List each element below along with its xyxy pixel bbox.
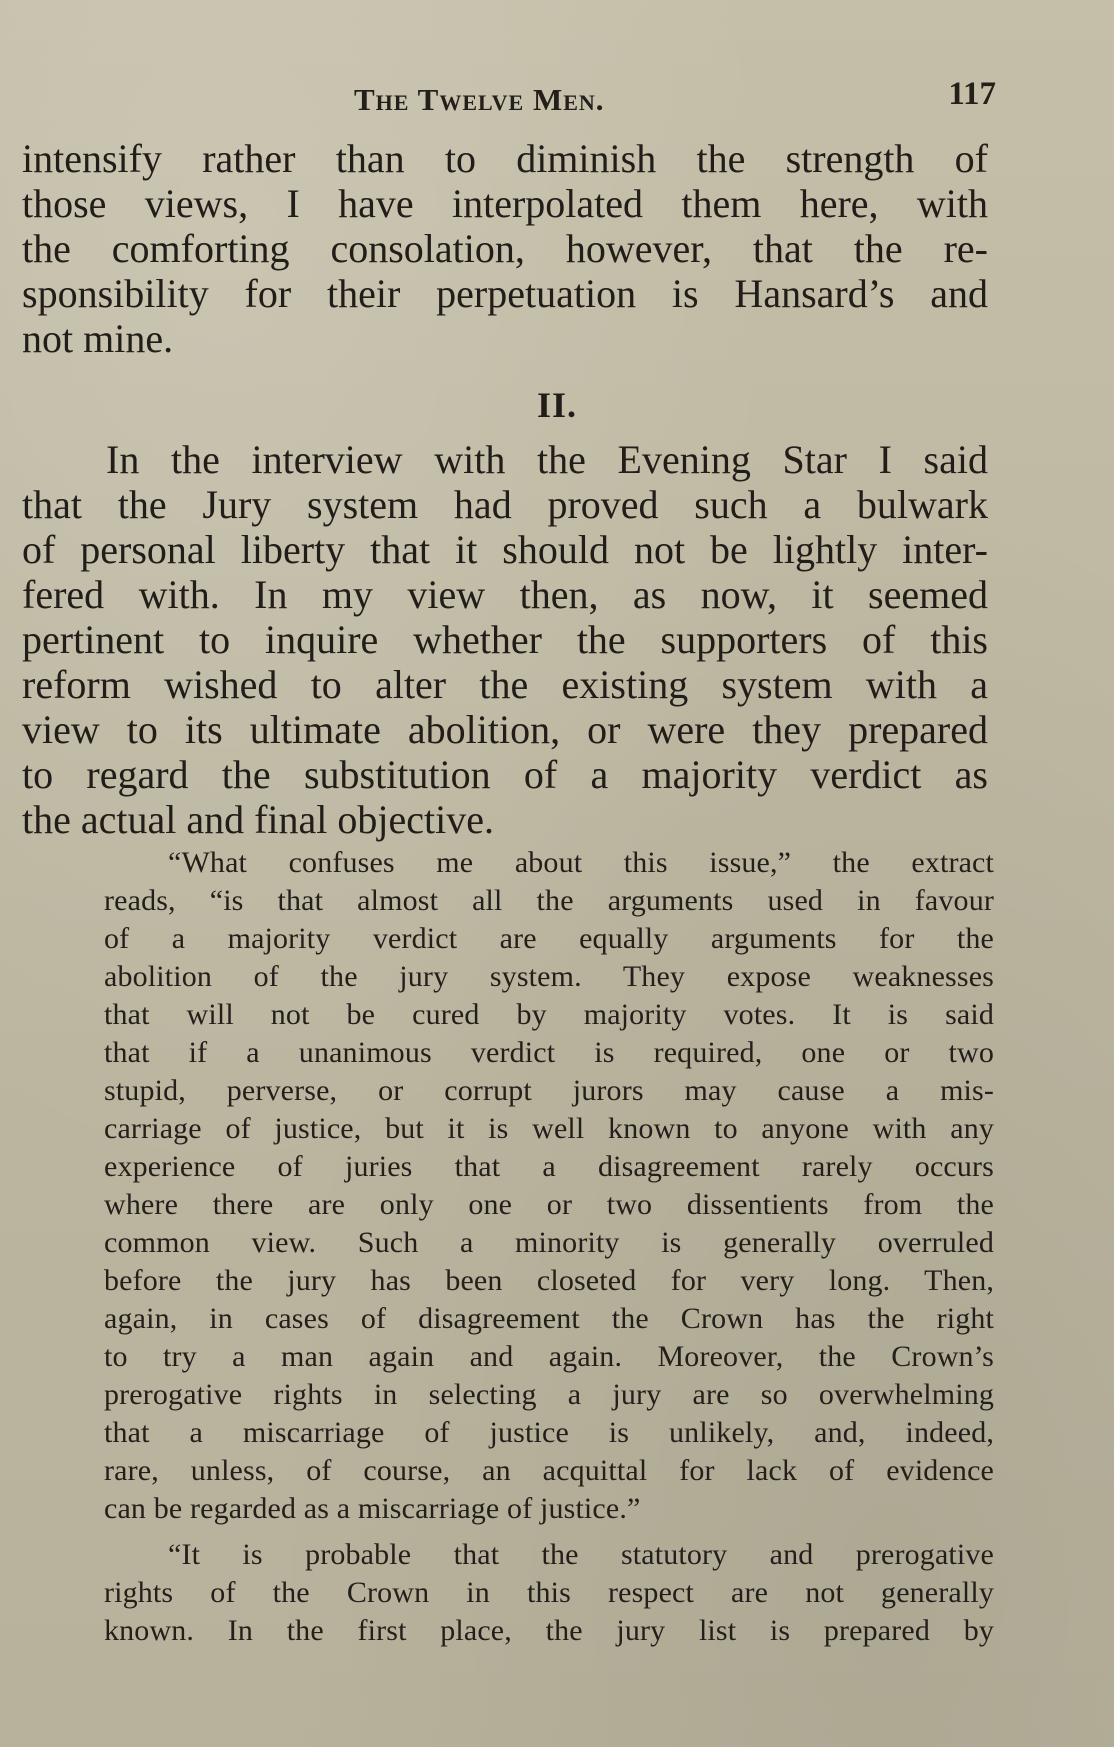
quote-line: “It is probable that the statutory and prerogative (168, 1538, 994, 1571)
quote-line: where there are only one or two dissentients from the (104, 1188, 994, 1221)
quote-line: that a miscarriage of justice is unlikely, and, indeed, (104, 1416, 994, 1449)
quote-line: to try a man again and again. Moreover, the Crown’s (104, 1340, 994, 1373)
quote-line: before the jury has been closeted for very long. Then, (104, 1264, 994, 1297)
quote-line: “What confuses me about this issue,” the extract (168, 846, 994, 879)
text-line: reform wished to alter the existing system with a (22, 662, 988, 707)
quote-line: that if a unanimous verdict is required, one or two (104, 1036, 994, 1069)
quote-line: that will not be cured by majority votes. It is said (104, 998, 994, 1031)
section-heading: II. (536, 385, 578, 425)
quote-line: stupid, perverse, or corrupt jurors may cause a mis- (104, 1074, 994, 1107)
quote-line: rights of the Crown in this respect are not generally (104, 1576, 994, 1609)
quote-line: prerogative rights in selecting a jury are so overwhelming (104, 1378, 994, 1411)
quote-line: carriage of justice, but it is well known to anyone with any (104, 1112, 994, 1145)
text-line: the comforting consolation, however, that the re- (22, 226, 988, 271)
quote-line: abolition of the jury system. They expose weaknesses (104, 960, 994, 993)
text-line: that the Jury system had proved such a bulwark (22, 482, 988, 527)
paragraph-section-two (22, 437, 988, 842)
quote-line: reads, “is that almost all the arguments used in favour (104, 884, 994, 917)
text-line: In the interview with the Evening Star I said (106, 437, 988, 482)
text-line: those views, I have interpolated them here, with (22, 181, 988, 226)
text-line: sponsibility for their perpetuation is Hansard’s and (22, 271, 988, 316)
text-line: not mine. (22, 316, 174, 361)
quote-line: common view. Such a minority is generally overruled (104, 1226, 994, 1259)
block-quote (104, 844, 994, 1650)
quote-line: again, in cases of disagreement the Crown has the right (104, 1302, 994, 1335)
text-line: the actual and final objective. (22, 797, 495, 842)
quote-line: of a majority verdict are equally arguments for the (104, 922, 994, 955)
page-number: 117 (948, 76, 996, 112)
paragraph-gap (104, 1528, 994, 1536)
quote-line: known. In the first place, the jury list is prepared by (104, 1614, 994, 1647)
text-line: fered with. In my view then, as now, it seemed (22, 572, 988, 617)
text-line: to regard the substitution of a majority verdict as (22, 752, 988, 797)
text-line: view to its ultimate abolition, or were they prepared (22, 707, 988, 752)
text-line: of personal liberty that it should not be lightly inter- (22, 527, 988, 572)
quote-line: rare, unless, of course, an acquittal for lack of evidence (104, 1454, 994, 1487)
paragraph-continued (22, 136, 988, 361)
text-line: intensify rather than to diminish the strength of (22, 136, 988, 181)
text-line: pertinent to inquire whether the supporters of this (22, 617, 988, 662)
quote-line: can be regarded as a miscarriage of justice.” (104, 1492, 641, 1525)
running-title: The Twelve Men. (354, 82, 605, 117)
running-header (0, 74, 1114, 124)
quote-line: experience of juries that a disagreement rarely occurs (104, 1150, 994, 1183)
